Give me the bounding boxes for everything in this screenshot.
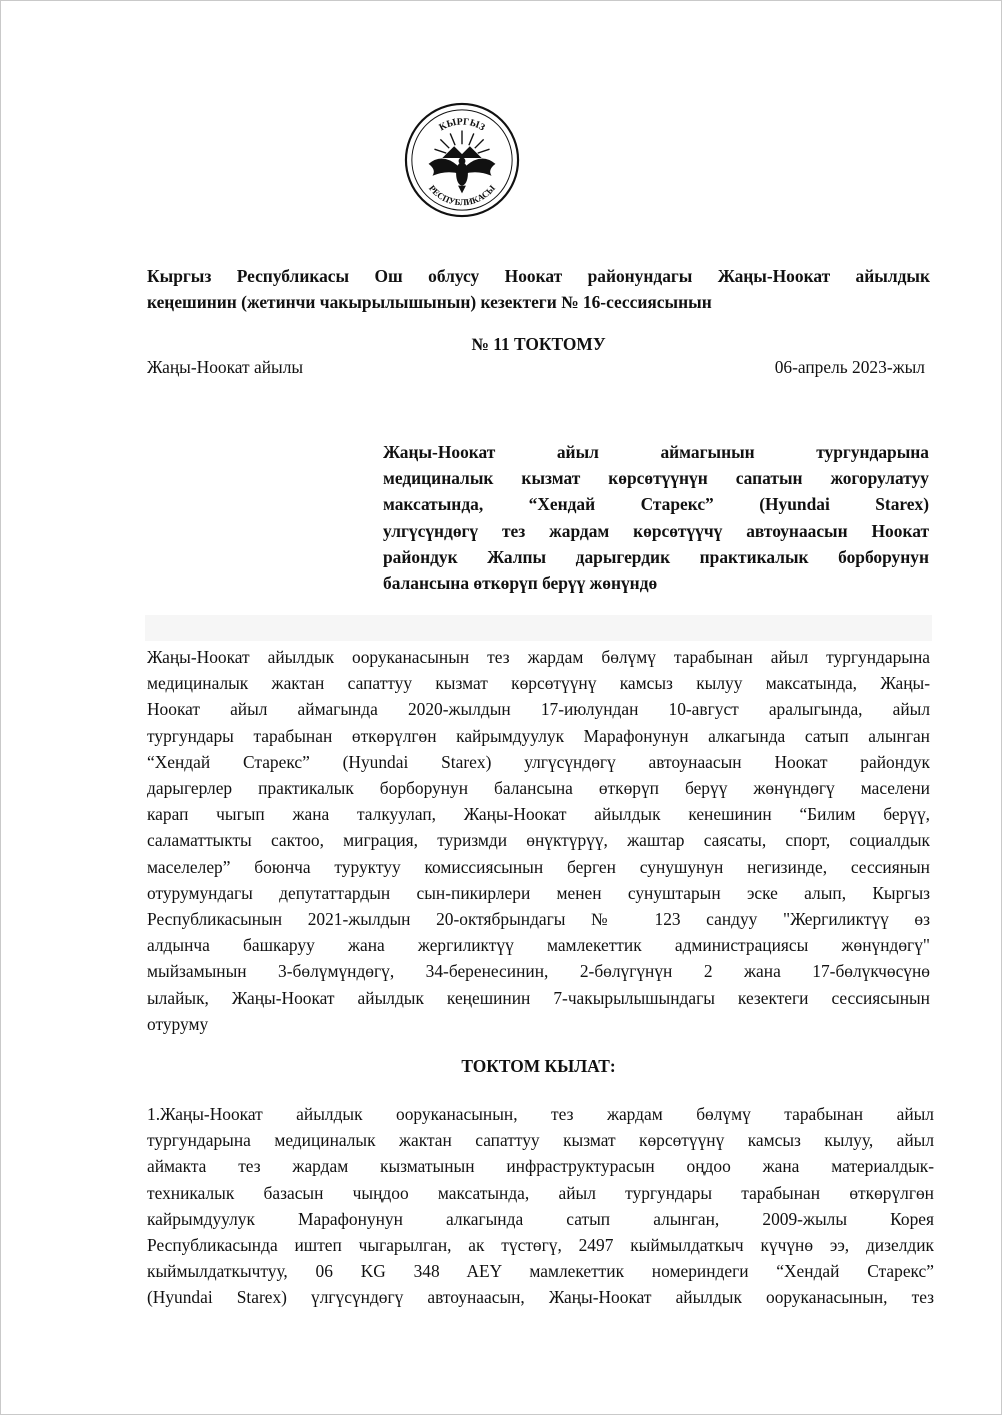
subject-line: максатында, “Хендай Старекс” (Hyundai Starex) [383,494,929,515]
preamble-paragraph [147,644,930,1037]
subject-line: Жаңы-Ноокат айыл аймагынын тургундарына [383,442,929,462]
subject-line: улгүсүндөгү тез жардам көрсөтүүчү автоунаасын Ноокат [383,520,929,541]
preamble-line: отуруму [147,1013,209,1034]
heading-line: Кыргыз Республикасы Ош облусу Ноокат районундагы Жаңы-Ноокат айылдык [147,266,930,286]
preamble-line: отурумундагы депутаттардын сын-пикирлери менен сунуштарын эске алып, Кыргыз [147,882,930,903]
item-line: кыймылдаткычтуу, 06 KG 348 AEY мамлекеттик номериндеги “Хендай Старекс” [147,1261,934,1282]
place-of-issue: Жаңы-Ноокат айылы [147,357,304,377]
preamble-line: карап чыгып жана талкуулап, Жаңы-Ноокат айылдык кенешинин “Билим берүү, [147,804,930,825]
preamble-line: Жаңы-Ноокат айылдык ооруканасынын тез жардам бөлүмү тарабынан айыл тургундарына [147,647,930,667]
preamble-line: дарыгерлер практикалык борборунун балансына өткөрүп берүү жөнүндөгү маселени [147,778,930,799]
resolution-item-1 [147,1101,934,1311]
subject-line: райондук Жалпы дарыгердик практикалык борборунун [383,546,929,567]
state-emblem-icon [403,101,521,219]
preamble-line: маселелер” боюнча туруктуу комиссиясынын берген сунушунун негизинде, сессиянын [147,856,930,877]
preamble-line: ылайык, Жаңы-Ноокат айылдык кеңешинин 7-чакырылышындагы кезектеги сессиясынын [147,987,930,1008]
emblem-bottom-text: РЕСПУБЛИКАСЫ [426,183,498,208]
heading-line: кеңешинин (жетинчи чакырылышынын) кезектеги № 16-сессиясынын [147,292,712,312]
decree-number: № 11 ТОКТОМУ [471,334,606,354]
preamble-line: алдынча башкаруу жана жергиликтүү мамлекеттик администрациясы жөнүндөгү" [147,935,930,956]
document-heading [147,263,930,315]
item-line: Республикасында иштеп чыгарылган, ак түстөгү, 2497 кыймылдаткыч күчүнө ээ, дизелдик [147,1235,934,1256]
resolves-heading: ТОКТОМ КЫЛАТ: [461,1056,616,1076]
preamble-line: мыйзамынын 3-бөлүмүндөгү, 34-беренесинин, 2-бөлүгүнүн 2 жана 17-бөлүкчөсүнө [147,961,930,982]
preamble-line: “Хендай Старекс” (Hyundai Starex) улгүсүндөгү автоунаасын Ноокат райондук [147,751,930,772]
item-line: техникалык базасын чыңдоо максатында, айыл тургундары тарабынан өткөрүлгөн [147,1182,934,1203]
item-line: кайрымдуулук Марафонунун алкагында сатып алынган, 2009-жылы Корея [147,1208,934,1229]
preamble-line: саламаттыкты сактоо, миграция, туризмди өнүктүрүү, жаштар саясаты, спорт, социалдык [147,830,930,851]
preamble-line: Республикасынын 2021-жылдын 20-октябрындагы № 123 сандуу "Жергиликтүү өз [147,909,930,930]
item-line: 1.Жаңы-Ноокат айылдык ооруканасынын, тез жардам бөлүмү тарабынан айыл [147,1104,934,1124]
preamble-line: медициналык жактан сапаттуу кызмат көрсөтүүнү камсыз кылуу максатында, Жаңы- [147,673,930,694]
preamble-line: Ноокат айыл аймагында 2020-жылдын 17-июлундан 10-август аралыгында, айыл [147,699,930,720]
item-line: (Hyundai Starex) үлгүсүндөгү автоунаасын, Жаңы-Ноокат айылдык ооруканасынын, тез [147,1287,934,1308]
emblem-top-text: КЫРГЫЗ [437,116,487,134]
subject-line: балансына өткөрүп берүү жөнүндө [383,573,658,594]
preamble-line: тургундары тарабынан өткөрүлгөн кайрымдуулук Марафонунун алкагында сатып алынган [147,725,930,746]
item-line: аймакта тез жардам кызматынын инфраструктурасын оңдоо жана материалдык- [147,1156,934,1177]
shaded-separator [145,615,932,641]
decree-date: 06-апрель 2023-жыл [774,357,925,377]
item-line: тургундарына медициналык жактан сапаттуу кызмат көрсөтүүнү камсыз кылуу, айыл [147,1130,934,1151]
decree-subject [383,439,929,596]
subject-line: медициналык кызмат көрсөтүүнүн сапатын жогорулатуу [383,468,929,489]
